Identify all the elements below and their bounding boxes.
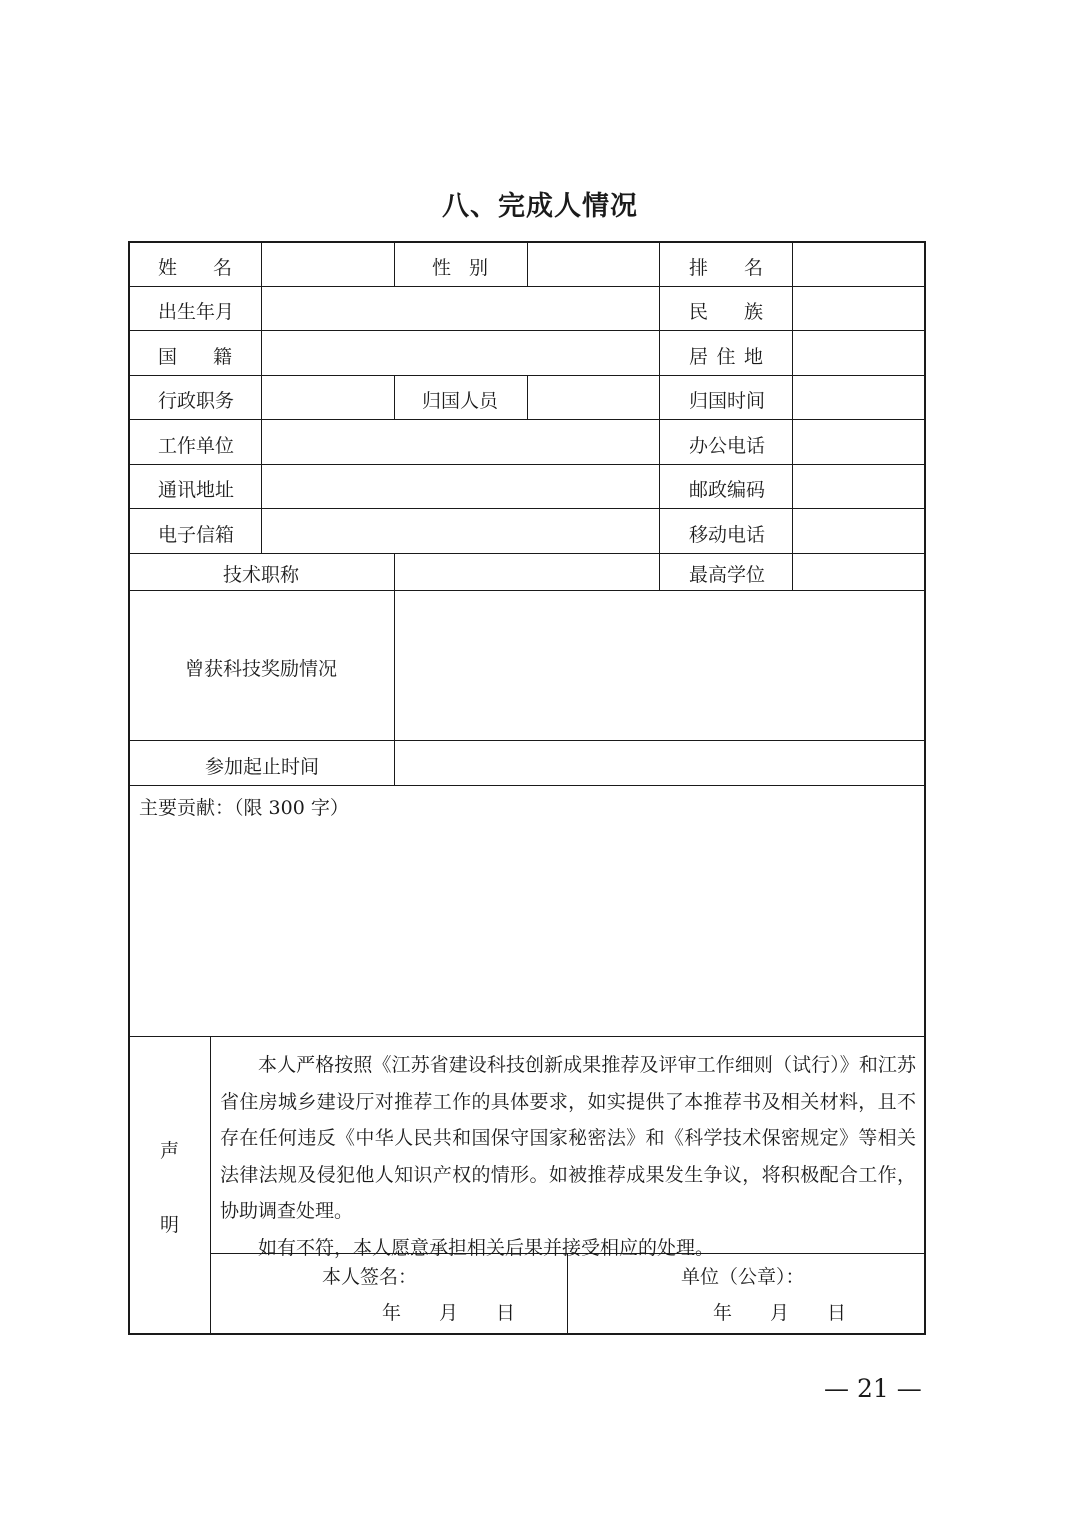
birth-field[interactable] <box>262 287 658 330</box>
label-residence <box>689 348 763 367</box>
label-nationality <box>158 348 232 367</box>
returnee-field[interactable] <box>528 376 658 419</box>
row-divider <box>128 785 926 786</box>
label-office-phone: 办公电话 <box>689 435 766 457</box>
unit-seal-area[interactable] <box>569 1255 924 1333</box>
gender-field[interactable] <box>528 242 658 285</box>
label-admin-post: 行政职务 <box>158 390 235 412</box>
label-period: 参加起止时间 <box>205 756 320 778</box>
label-return-time: 归国时间 <box>689 390 766 412</box>
declaration-label-char: 声 <box>160 1140 180 1162</box>
label-char: 籍 <box>212 346 232 368</box>
mobile-field[interactable] <box>793 509 924 552</box>
declaration-text <box>220 1047 916 1266</box>
label-char: 名 <box>212 257 232 279</box>
office-phone-field[interactable] <box>793 420 924 463</box>
label-char: 名 <box>743 257 763 279</box>
unit-seal-date: 年 月 日 <box>713 1302 847 1324</box>
period-field[interactable] <box>395 741 924 784</box>
rank-field[interactable] <box>793 242 924 285</box>
declaration-paragraph: 本人严格按照《江苏省建设科技创新成果推荐及评审工作细则（试行）》和江苏省住房城乡建设厅对推荐工作的具体要求，如实提供了本推荐书及相关材料，且不存在任何违反《中华人民共和国保守国家秘密法》和《科学技术保密规定》等相关法律法规及侵犯他人知识产权的情形。如被推荐成果发生争议，将积极配合工作，协助调查处理。 <box>220 1054 916 1222</box>
label-returnee: 归国人员 <box>422 390 499 412</box>
residence-field[interactable] <box>793 331 924 374</box>
label-char: 民 <box>689 301 709 323</box>
label-gender <box>432 259 488 278</box>
awards-field[interactable] <box>395 591 924 739</box>
label-ethnicity <box>689 303 763 322</box>
label-birth: 出生年月 <box>158 301 235 323</box>
self-signature-label: 本人签名： <box>322 1266 418 1288</box>
label-char: 排 <box>689 257 709 279</box>
col-divider <box>210 1036 211 1335</box>
highest-degree-field[interactable] <box>793 554 924 590</box>
label-contribution: 主要贡献：（限 300 字） <box>139 797 349 819</box>
unit-seal-label: 单位（公章）： <box>681 1266 805 1288</box>
label-char: 国 <box>158 346 178 368</box>
label-char: 性 <box>432 257 452 279</box>
email-field[interactable] <box>262 509 658 552</box>
tech-title-field[interactable] <box>395 554 658 590</box>
row-divider <box>128 1036 926 1037</box>
label-char: 族 <box>743 301 763 323</box>
label-awards: 曾获科技奖励情况 <box>184 658 337 680</box>
label-address: 通讯地址 <box>158 479 235 501</box>
ethnicity-field[interactable] <box>793 287 924 330</box>
label-email: 电子信箱 <box>158 524 235 546</box>
page-title: 八、完成人情况 <box>442 191 638 222</box>
label-char: 住 <box>716 346 736 368</box>
label-rank <box>689 259 763 278</box>
label-mobile: 移动电话 <box>689 524 766 546</box>
postcode-field[interactable] <box>793 465 924 508</box>
label-char: 姓 <box>158 257 178 279</box>
address-field[interactable] <box>262 465 658 508</box>
col-divider <box>659 241 660 590</box>
nationality-field[interactable] <box>262 331 658 374</box>
declaration-paragraph: 如有不符，本人愿意承担相关后果并接受相应的处理。 <box>258 1236 715 1259</box>
label-work-unit: 工作单位 <box>158 435 235 457</box>
declaration-label-char: 明 <box>160 1214 180 1236</box>
label-char: 居 <box>689 346 709 368</box>
label-postcode: 邮政编码 <box>689 479 766 501</box>
completer-info-form <box>128 241 926 1335</box>
label-highest-degree: 最高学位 <box>689 564 766 586</box>
label-char: 别 <box>468 257 488 279</box>
contribution-field[interactable] <box>130 821 924 1034</box>
work-unit-field[interactable] <box>262 420 658 463</box>
self-signature-date: 年 月 日 <box>382 1302 516 1324</box>
label-tech-title: 技术职称 <box>223 564 300 586</box>
label-name <box>158 259 232 278</box>
self-signature-area[interactable] <box>212 1255 566 1333</box>
return-time-field[interactable] <box>793 376 924 419</box>
label-char: 地 <box>743 346 763 368</box>
page-number: — 21 — <box>824 1374 922 1403</box>
